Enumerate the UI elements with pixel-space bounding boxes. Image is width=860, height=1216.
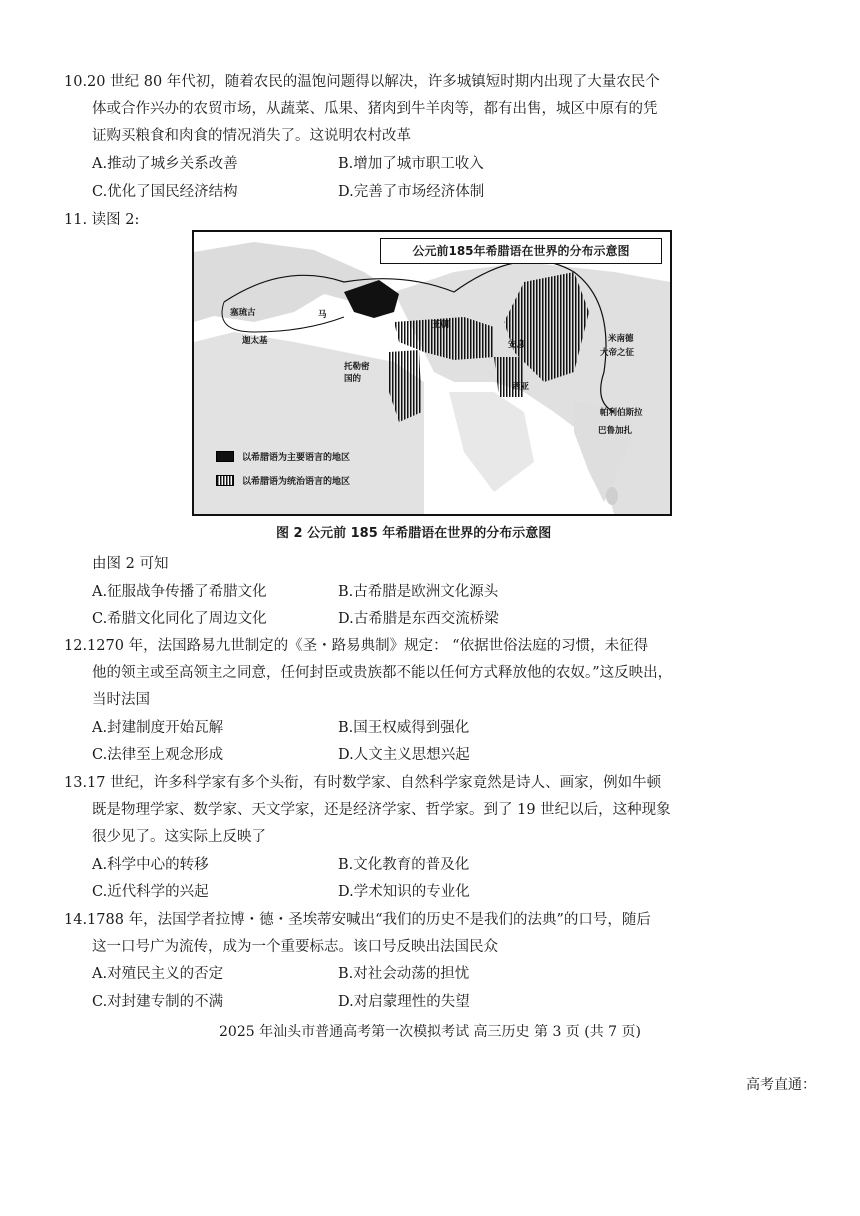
map-label: 西亚 — [512, 382, 530, 392]
map-label: 米南德 — [608, 334, 634, 344]
q10-line-3: 证购买粮食和肉食的情况消失了。这说明农村改革 — [92, 128, 411, 144]
map-label: 安息 — [508, 340, 526, 350]
legend-swatch-striped — [216, 475, 234, 486]
q13-option-b: B.文化教育的普及化 — [338, 857, 470, 873]
q14-line-1: 14.1788 年，法国学者拉博・德・圣埃蒂安喊出“我们的历史不是我们的法典”的口号，随后 — [64, 912, 651, 928]
legend-label: 以希腊语为统治语言的地区 — [242, 477, 351, 487]
q12-option-d: D.人文主义思想兴起 — [338, 747, 470, 763]
q11-option-d: D.古希腊是东西交流桥梁 — [338, 611, 499, 627]
q11-intro: 11. 读图 2: — [64, 212, 140, 228]
map-label: 大帝之征 — [600, 348, 635, 358]
q12-option-a: A.封建制度开始瓦解 — [92, 720, 224, 736]
corner-note: 高考直通： — [746, 1077, 816, 1093]
map-graphic — [194, 232, 670, 514]
q13-line-1: 13.17 世纪，许多科学家有多个头衔，有时数学家、自然科学家竟然是诗人、画家，例如牛顿 — [64, 775, 662, 791]
map-label: 托勒密 — [344, 362, 370, 372]
greek-language-map — [192, 230, 672, 516]
q13-line-3: 很少见了。这实际上反映了 — [92, 829, 266, 845]
q11-option-a: A.征服战争传播了希腊文化 — [92, 584, 267, 600]
q12-line-2: 他的领主或至高领主之同意，任何封臣或贵族都不能以任何方式释放他的农奴。”这反映出， — [92, 665, 673, 681]
map-label: 塞琉古 — [230, 308, 256, 318]
q12-line-3: 当时法国 — [92, 692, 150, 708]
legend-swatch-solid — [216, 451, 234, 462]
map-label: 国的 — [344, 374, 362, 384]
legend-item-main-language — [216, 450, 350, 463]
q14-option-d: D.对启蒙理性的失望 — [338, 994, 470, 1010]
q11-stem: 由图 2 可知 — [92, 556, 169, 572]
map-label: 马 — [318, 310, 327, 320]
map-title: 公元前185年希腊语在世界的分布示意图 — [380, 238, 662, 264]
q11-option-c: C.希腊文化同化了周边文化 — [92, 611, 267, 627]
legend-label: 以希腊语为主要语言的地区 — [242, 453, 351, 463]
q10-option-c: C.优化了国民经济结构 — [92, 184, 238, 200]
q13-option-c: C.近代科学的兴起 — [92, 884, 209, 900]
q14-option-c: C.对封建专制的不满 — [92, 994, 224, 1010]
map-label: 巴鲁加扎 — [598, 426, 633, 436]
q10-option-a: A.推动了城乡关系改善 — [92, 156, 238, 172]
page-footer: 2025 年汕头市普通高考第一次模拟考试 高三历史 第 3 页 (共 7 页) — [219, 1024, 641, 1040]
q10-option-d: D.完善了市场经济体制 — [338, 184, 485, 200]
q10-line-2: 体或合作兴办的农贸市场，从蔬菜、瓜果、猪肉到牛羊肉等，都有出售，城区中原有的凭 — [92, 101, 658, 117]
q10-line-1: 10.20 世纪 80 年代初，随着农民的温饱问题得以解决，许多城镇短时期内出现了大量农民个 — [64, 74, 660, 90]
map-label: 王朝 — [432, 320, 450, 330]
q12-line-1: 12.1270 年，法国路易九世制定的《圣・路易典制》规定： “依据世俗法庭的习惯，未征得 — [64, 638, 649, 654]
legend-item-ruling-language — [216, 474, 350, 487]
q13-option-d: D.学术知识的专业化 — [338, 884, 470, 900]
figure-caption: 图 2 公元前 185 年希腊语在世界的分布示意图 — [276, 526, 552, 541]
q12-option-c: C.法律至上观念形成 — [92, 747, 224, 763]
q13-line-2: 既是物理学家、数学家、天文学家，还是经济学家、哲学家。到了 19 世纪以后，这种现象 — [92, 802, 671, 818]
q11-option-b: B.古希腊是欧洲文化源头 — [338, 584, 499, 600]
q12-option-b: B.国王权威得到强化 — [338, 720, 470, 736]
map-label: 迦太基 — [242, 336, 268, 346]
q14-line-2: 这一口号广为流传，成为一个重要标志。该口号反映出法国民众 — [92, 939, 498, 955]
q13-option-a: A.科学中心的转移 — [92, 857, 209, 873]
q14-option-b: B.对社会动荡的担忧 — [338, 966, 470, 982]
q14-option-a: A.对殖民主义的否定 — [92, 966, 224, 982]
map-label: 帕利伯斯拉 — [600, 408, 643, 418]
q10-option-b: B.增加了城市职工收入 — [338, 156, 484, 172]
